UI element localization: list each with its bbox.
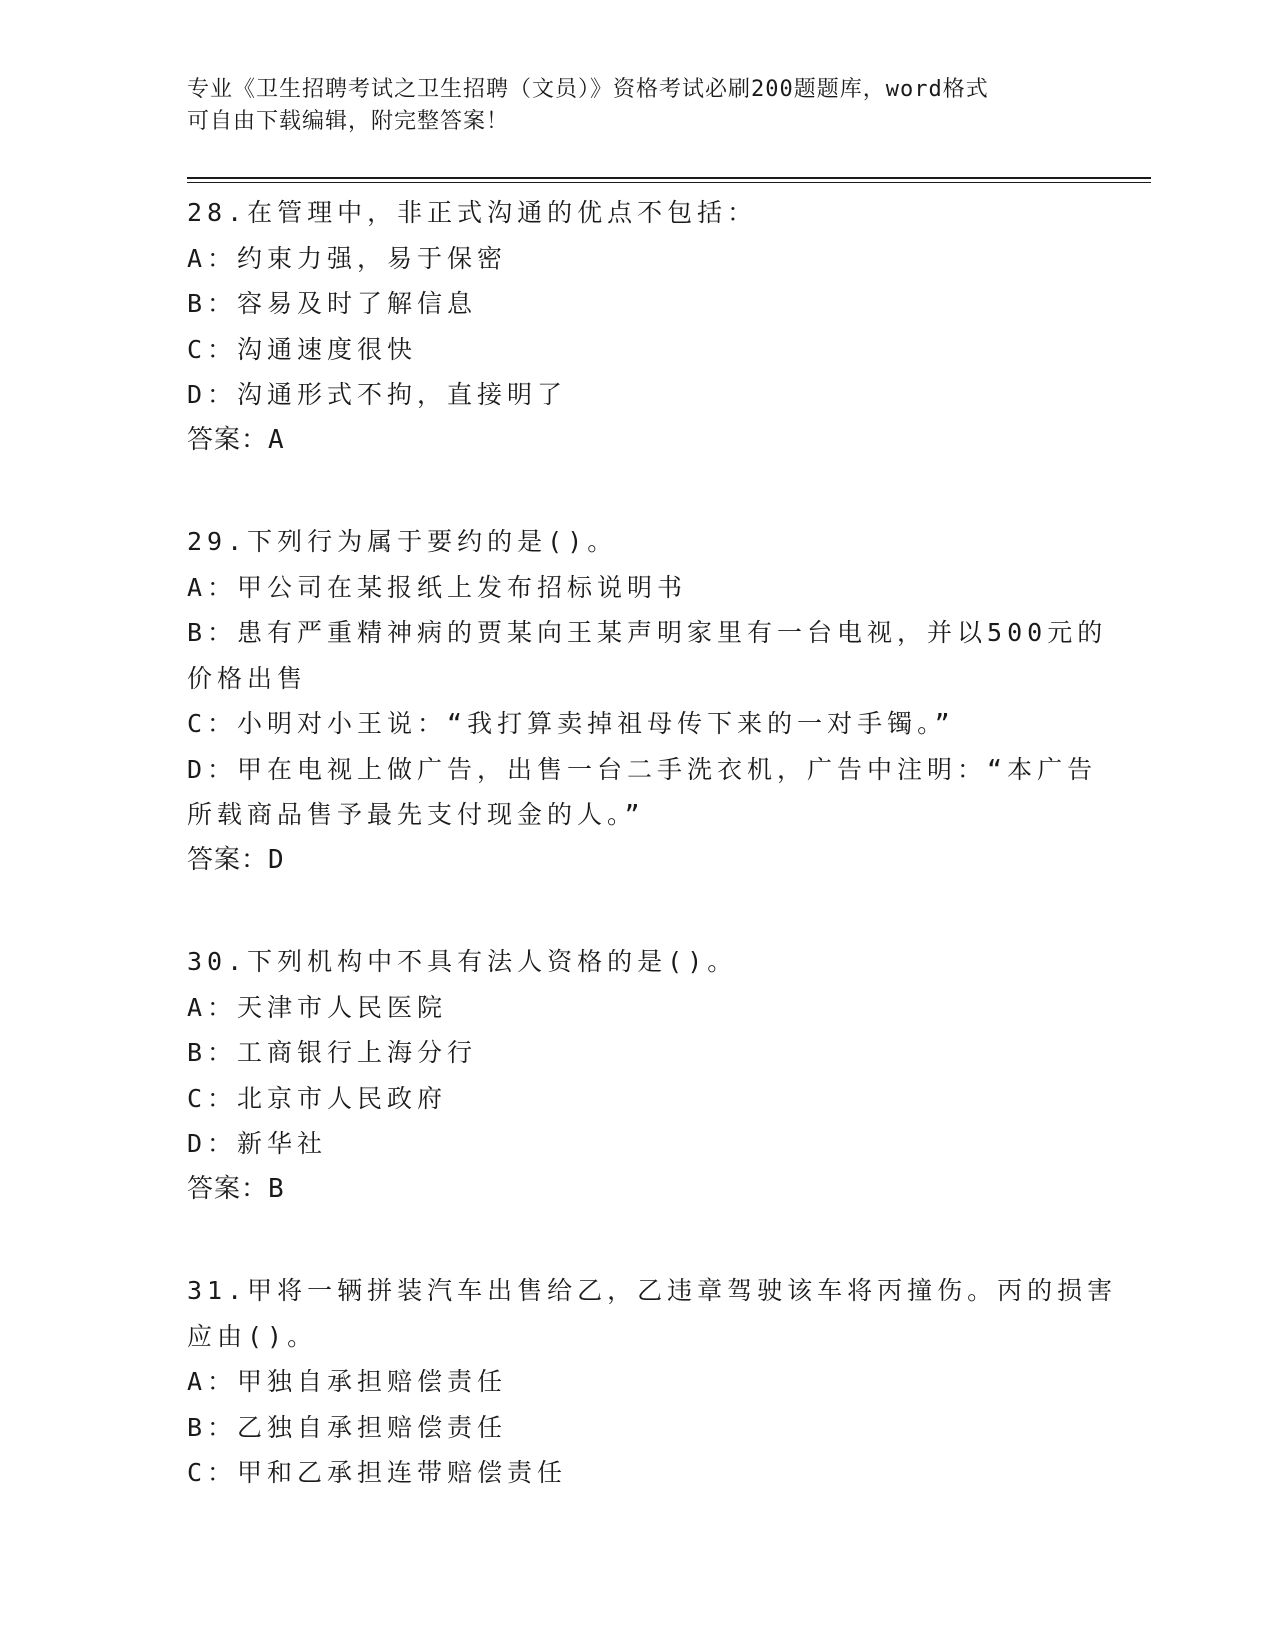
answer-option: A：天津市人民医院 bbox=[187, 992, 448, 1022]
question-stem: 应由()。 bbox=[187, 1321, 318, 1351]
answer-option: D：沟通形式不拘，直接明了 bbox=[187, 380, 568, 409]
answer-option: D：甲在电视上做广告，出售一台二手洗衣机，广告中注明：“本广告 bbox=[187, 754, 1098, 784]
answer-option: B：容易及时了解信息 bbox=[187, 289, 478, 318]
question-stem: 29.下列行为属于要约的是()。 bbox=[187, 527, 618, 556]
question-item bbox=[187, 939, 1087, 1212]
answer-option: A：约束力强，易于保密 bbox=[187, 243, 508, 273]
question-item bbox=[187, 519, 1108, 883]
answer-option: C：沟通速度很快 bbox=[187, 334, 418, 364]
answer-option: C：甲和乙承担连带赔偿责任 bbox=[187, 1458, 568, 1487]
header-divider-thick bbox=[187, 177, 1151, 179]
answer-option: B：患有严重精神病的贾某向王某声明家里有一台电视，并以500元的 bbox=[187, 618, 1108, 647]
answer-option: C：北京市人民政府 bbox=[187, 1083, 448, 1113]
answer-option: D：新华社 bbox=[187, 1129, 328, 1158]
answer-option: B：乙独自承担赔偿责任 bbox=[187, 1412, 508, 1442]
question-list bbox=[187, 190, 1118, 1552]
question-item bbox=[187, 1268, 1118, 1496]
header-title-line-1: 专业《卫生招聘考试之卫生招聘（文员）》资格考试必刷200题题库，word格式 bbox=[187, 77, 989, 102]
answer-key: 答案：D bbox=[187, 844, 285, 875]
answer-option: 价格出售 bbox=[187, 663, 308, 693]
answer-option: A：甲公司在某报纸上发布招标说明书 bbox=[187, 572, 688, 602]
answer-option: 所载商品售予最先支付现金的人。” bbox=[187, 800, 645, 829]
answer-option: C：小明对小王说：“我打算卖掉祖母传下来的一对手镯。” bbox=[187, 709, 955, 738]
question-stem: 30.下列机构中不具有法人资格的是()。 bbox=[187, 947, 738, 976]
header-divider-thin bbox=[187, 182, 1151, 183]
answer-key: 答案：B bbox=[187, 1173, 285, 1204]
header-title-line-2: 可自由下载编辑，附完整答案！ bbox=[187, 109, 510, 134]
answer-option: A：甲独自承担赔偿责任 bbox=[187, 1367, 508, 1396]
question-item bbox=[187, 190, 1087, 463]
answer-option: B：工商银行上海分行 bbox=[187, 1038, 478, 1067]
question-stem: 31.甲将一辆拼装汽车出售给乙，乙违章驾驶该车将丙撞伤。丙的损害 bbox=[187, 1276, 1118, 1305]
question-stem: 28.在管理中，非正式沟通的优点不包括： bbox=[187, 198, 758, 227]
document-header bbox=[187, 74, 1087, 138]
answer-key: 答案：A bbox=[187, 424, 285, 455]
